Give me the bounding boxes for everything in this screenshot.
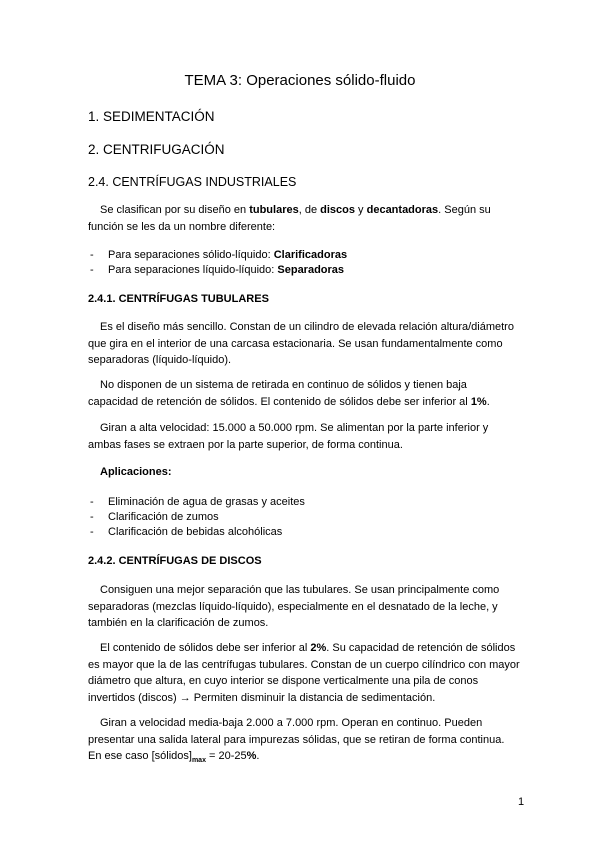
list-item: - Para separaciones sólido-líquido: Clarificadoras <box>88 248 520 263</box>
document-title: TEMA 3: Operaciones sólido-fluido <box>184 72 416 89</box>
disc-paragraph-2: El contenido de sólidos debe ser inferior al 2%. Su capacidad de retención de sólidos es mayor que la de las centrífugas tubulares. Constan de un cuerpo cilíndrico con mayor diámetro que altura, en cuyo interior se dispone verticalmente una pila de conos invertidos (discos) → Permiten disminuir la distancia de sedimentación. <box>88 642 520 704</box>
intro-bold-decantadoras: decantadoras <box>366 204 439 216</box>
applications-list <box>88 495 520 540</box>
heading-centrifugas-tubulares: 2.4.1. CENTRÍFUGAS TUBULARES <box>88 293 269 305</box>
list-item: - Clarificación de zumos <box>88 510 520 525</box>
heading-centrifugas-discos: 2.4.2. CENTRÍFUGAS DE DISCOS <box>88 555 262 567</box>
heading-centrifugas-industriales: 2.4. CENTRÍFUGAS INDUSTRIALES <box>88 175 297 189</box>
heading-centrifugacion: 2. CENTRIFUGACIÓN <box>88 142 225 157</box>
list-item: - Eliminación de agua de grasas y aceites <box>88 495 520 510</box>
intro-paragraph <box>88 202 520 235</box>
types-list <box>88 248 520 278</box>
tubular-paragraph-1: Es el diseño más sencillo. Constan de un cilindro de elevada relación altura/diámetro que gira en el interior de una carcasa estacionaria. Se usan fundamentalmente como separadoras (líquido-líquido). <box>88 321 514 366</box>
list-item: - Clarificación de bebidas alcohólicas <box>88 525 520 540</box>
intro-bold-discos: discos <box>320 204 355 216</box>
list-item: - Para separaciones líquido-líquido: Separadoras <box>88 263 520 278</box>
tubular-paragraph-3: Giran a alta velocidad: 15.000 a 50.000 rpm. Se alimentan por la parte inferior y ambas fases se extraen por la parte superior, de forma continua. <box>88 422 489 451</box>
disc-paragraph-1: Consiguen una mejor separación que las tubulares. Se usan principalmente como separadoras (mezclas líquido-líquido), especialmente en el desnatado de la leche, y también en la clarificación de zumos. <box>88 584 500 629</box>
intro-text-2: , de <box>298 204 321 216</box>
heading-sedimentacion: 1. SEDIMENTACIÓN <box>88 109 215 124</box>
disc-paragraph-3: Giran a velocidad media-baja 2.000 a 7.000 rpm. Operan en continuo. Pueden presentar una salida lateral para impurezas sólidas, que se retiran de forma continua. En ese caso $[sólidos]_{max} = 20-25\%$. <box>88 717 505 765</box>
intro-text-4: . Según su función se les da un nombre diferente: <box>88 204 491 233</box>
intro-bold-tubulares: tubulares <box>249 204 299 216</box>
applications-label: Aplicaciones: <box>100 466 172 478</box>
tubular-paragraph-2: No disponen de un sistema de retirada en continuo de sólidos y tienen baja capacidad de retención de sólidos. El contenido de sólidos debe ser inferior al 1%. <box>88 379 490 408</box>
intro-text-3: y <box>354 204 367 216</box>
intro-text-1: Se clasifican por su diseño en <box>100 204 250 216</box>
page-number: 1 <box>518 796 525 808</box>
